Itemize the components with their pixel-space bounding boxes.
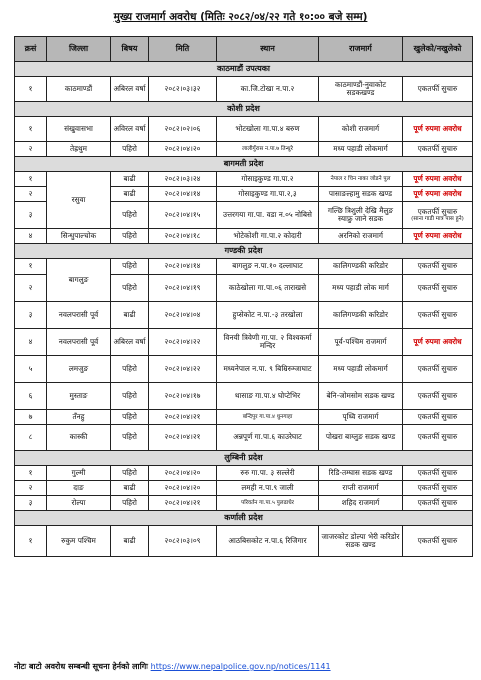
col-header-highway: राजमार्ग xyxy=(319,37,403,62)
cell-highway: शहिद राजमार्ग xyxy=(319,496,403,511)
cell-highway: मध्य पहाडी लोक मार्ग xyxy=(319,275,403,302)
cell-sn: २ xyxy=(15,187,47,202)
cell-place: बन्दिपुर गा.पा.४ धुनगाहा xyxy=(217,410,319,425)
table-row xyxy=(15,142,473,157)
cell-highway: कोशी राजमार्ग xyxy=(319,117,403,142)
table-row xyxy=(15,526,473,557)
cell-highway: पोखरा बाग्लुङ सडक खण्ड xyxy=(319,425,403,451)
cell-subject: पहिरो xyxy=(111,425,149,451)
cell-subject: पहिरो xyxy=(111,356,149,383)
cell-highway: कालिगण्डकी करिडोर xyxy=(319,259,403,275)
highway-blockage-table xyxy=(14,36,473,557)
cell-status: एकतर्फी सुचारु xyxy=(403,410,473,425)
table-row xyxy=(15,172,473,187)
cell-subject: बाढी xyxy=(111,481,149,496)
cell-sn: ६ xyxy=(15,383,47,410)
region-row xyxy=(15,511,473,526)
cell-status: एकतर्फी सुचारु xyxy=(403,142,473,157)
region-name: गण्डकी प्रदेश xyxy=(15,244,473,259)
region-name: कोशी प्रदेश xyxy=(15,102,473,117)
region-row xyxy=(15,102,473,117)
cell-status: एकतर्फी सुचारु xyxy=(403,356,473,383)
cell-place: परिवर्तन गा.पा.५ पुलढाधेर xyxy=(217,496,319,511)
cell-sn: ५ xyxy=(15,356,47,383)
cell-subject: बाढी xyxy=(111,526,149,557)
note-label: नोटः बाटो अवरोध सम्बन्धी सूचना हेर्नको लागिः xyxy=(14,662,148,671)
cell-status: एकतर्फी सुचारु xyxy=(403,526,473,557)
cell-highway: राप्ती राजमार्ग xyxy=(319,481,403,496)
table-row xyxy=(15,356,473,383)
cell-date: २०८२।०४।२२ xyxy=(149,356,217,383)
cell-place: लालीगुँरास न.पा.७ तिन्धुरे xyxy=(217,142,319,157)
cell-date: २०८२।०४।१८ xyxy=(149,229,217,244)
table-row xyxy=(15,496,473,511)
cell-date: २०८२।०३।०९ xyxy=(149,526,217,557)
cell-date: २०८२।०४।१७ xyxy=(149,383,217,410)
cell-subject: पहिरो xyxy=(111,466,149,481)
cell-date: २०८२।०४।२० xyxy=(149,142,217,157)
cell-date: २०८२।०४।२२ xyxy=(149,329,217,356)
cell-district: तेह्रथुम xyxy=(47,142,111,157)
cell-date: २०८२।०२।०६ xyxy=(149,117,217,142)
cell-date: २०८२।०४।१९ xyxy=(149,275,217,302)
col-header-status: खुलेको/नखुलेको xyxy=(403,37,473,62)
table-row xyxy=(15,425,473,451)
cell-place: हुप्सेकोट न.पा.-३ तरखोला xyxy=(217,302,319,329)
cell-sn: ४ xyxy=(15,329,47,356)
cell-sn: ३ xyxy=(15,302,47,329)
region-row xyxy=(15,451,473,466)
col-header-district: जिल्ला xyxy=(47,37,111,62)
cell-highway: पासाङल्हामु सडक खण्ड xyxy=(319,187,403,202)
cell-sn: ८ xyxy=(15,425,47,451)
cell-subject: अविरल वर्षा xyxy=(111,117,149,142)
table-row xyxy=(15,466,473,481)
page-title: मुख्य राजमार्ग अवरोध (मितिः २०८२/०४/२२ गते १०:०० बजे सम्म) xyxy=(113,11,368,23)
region-row xyxy=(15,62,473,77)
cell-subject: बाढी xyxy=(111,302,149,329)
table-row xyxy=(15,77,473,102)
cell-district: तँनहु xyxy=(47,410,111,425)
col-header-place: स्थान xyxy=(217,37,319,62)
region-name: काठमाडौं उपत्यका xyxy=(15,62,473,77)
cell-highway: जाजरकोट डोल्पा भेरी करिडोर सडक खण्ड xyxy=(319,526,403,557)
cell-date: २०८२।०४।०४ xyxy=(149,302,217,329)
cell-place: अन्नपूर्ण गा.पा.६ काउरेघाट xyxy=(217,425,319,451)
status-note: (साना गाडी मात्र पास हुने) xyxy=(411,215,464,222)
cell-subject: पहिरो xyxy=(111,383,149,410)
cell-status xyxy=(403,202,473,229)
col-header-date: मिति xyxy=(149,37,217,62)
cell-district: रोल्पा xyxy=(47,496,111,511)
cell-place: रुरु गा.पा. ३ सल्लेरी xyxy=(217,466,319,481)
notice-link[interactable]: https://www.nepalpolice.gov.np/notices/1141 xyxy=(150,662,331,671)
cell-date: २०८२।०४।२० xyxy=(149,466,217,481)
cell-place: उत्तरगया गा.पा. वडा न.०५ नोबिसे xyxy=(217,202,319,229)
region-name: लुम्बिनी प्रदेश xyxy=(15,451,473,466)
cell-sn: २ xyxy=(15,481,47,496)
region-row xyxy=(15,157,473,172)
cell-status: एकतर्फी सुचारु xyxy=(403,275,473,302)
region-row xyxy=(15,244,473,259)
col-header-subject: बिषय xyxy=(111,37,149,62)
region-name: बागमती प्रदेश xyxy=(15,157,473,172)
cell-place: का.जि.टोखा न.पा.२ xyxy=(217,77,319,102)
cell-subject: पहिरो xyxy=(111,496,149,511)
cell-status: पूर्ण रुपमा अवरोध xyxy=(403,329,473,356)
cell-status: एकतर्फी सुचारु xyxy=(403,77,473,102)
cell-date: २०८२।०३।२४ xyxy=(149,172,217,187)
cell-status: पूर्ण रुपमा अवरोध xyxy=(403,117,473,142)
cell-sn: ३ xyxy=(15,202,47,229)
cell-status: एकतर्फी सुचारु xyxy=(403,383,473,410)
cell-district: मुस्ताङ xyxy=(47,383,111,410)
cell-status: एकतर्फी सुचारु xyxy=(403,425,473,451)
cell-highway: मध्य पहाडी लोकमार्ग xyxy=(319,356,403,383)
cell-highway: बेनि-जोमसोम सडक खण्ड xyxy=(319,383,403,410)
table-row xyxy=(15,481,473,496)
cell-subject: पहिरो xyxy=(111,229,149,244)
cell-place: विनयी त्रिवेणी गा.पा. २ विश्वकर्मा मन्दिर xyxy=(217,329,319,356)
cell-highway: नेपाल र चिन नाका जोडने पुल xyxy=(319,172,403,187)
cell-place: भोटेकोशी गा.पा.२ कोदारी xyxy=(217,229,319,244)
cell-sn: १ xyxy=(15,259,47,275)
cell-district: गुल्मी xyxy=(47,466,111,481)
cell-place: भोटखोला गा.पा.४ बरुण xyxy=(217,117,319,142)
cell-sn: १ xyxy=(15,526,47,557)
cell-status: एकतर्फी सुचारु xyxy=(403,302,473,329)
cell-place: थासाङ गा.पा.४ घोप्टेभिर xyxy=(217,383,319,410)
cell-place: गोसाइकुण्ड गा.पा.२ xyxy=(217,172,319,187)
cell-status: पूर्ण रुपमा अवरोध xyxy=(403,187,473,202)
cell-district: लमजुङ xyxy=(47,356,111,383)
cell-subject: पहिरो xyxy=(111,275,149,302)
cell-subject: अबिरल वर्षा xyxy=(111,329,149,356)
cell-subject: पहिरो xyxy=(111,142,149,157)
cell-date: २०८२।०४।२१ xyxy=(149,496,217,511)
cell-sn: २ xyxy=(15,142,47,157)
status-text: एकतर्फी सुचारु xyxy=(417,206,458,216)
cell-status: एकतर्फी सुचारु xyxy=(403,481,473,496)
table-header-row xyxy=(15,37,473,62)
cell-status: एकतर्फी सुचारु xyxy=(403,466,473,481)
cell-highway: अरनिको राजमार्ग xyxy=(319,229,403,244)
cell-district: नवलपरासी पूर्व xyxy=(47,302,111,329)
cell-status: पूर्ण रुपमा अवरोध xyxy=(403,172,473,187)
cell-sn: १ xyxy=(15,117,47,142)
cell-subject: पहिरो xyxy=(111,259,149,275)
cell-place: मध्यनेपाल न.पा. ९ बिम्रिरुम्जाघाट xyxy=(217,356,319,383)
cell-highway: रिडि-तम्घास सडक खण्ड xyxy=(319,466,403,481)
cell-sn: १ xyxy=(15,466,47,481)
cell-sn: ७ xyxy=(15,410,47,425)
cell-place: आठबिसकोट न.पा.६ रिजिगार xyxy=(217,526,319,557)
cell-subject: पहिरो xyxy=(111,202,149,229)
cell-district: कास्की xyxy=(47,425,111,451)
table-row xyxy=(15,302,473,329)
cell-district: सिन्धुपाल्चोक xyxy=(47,229,111,244)
col-header-sn: क्रसं xyxy=(15,37,47,62)
cell-district: रसुवा xyxy=(47,172,111,229)
cell-status: एकतर्फी सुचारु xyxy=(403,496,473,511)
cell-sn: १ xyxy=(15,77,47,102)
cell-sn: ४ xyxy=(15,229,47,244)
cell-place: गोसाइकुण्ड गा.पा.२,३ xyxy=(217,187,319,202)
table-row xyxy=(15,410,473,425)
cell-place: बागलुङ न.पा.१० दल्लाघाट xyxy=(217,259,319,275)
table-row xyxy=(15,259,473,275)
cell-sn: १ xyxy=(15,172,47,187)
region-name: कर्णाली प्रदेश xyxy=(15,511,473,526)
cell-status: एकतर्फी सुचारु xyxy=(403,259,473,275)
cell-highway: पृथ्वि राजमार्ग xyxy=(319,410,403,425)
cell-date: २०८२।०३।३२ xyxy=(149,77,217,102)
table-row xyxy=(15,117,473,142)
cell-subject: पहिरो xyxy=(111,410,149,425)
table-row xyxy=(15,383,473,410)
cell-district: काठमाण्डौं xyxy=(47,77,111,102)
cell-date: २०८२।०४।१५ xyxy=(149,202,217,229)
cell-district: रुकुम पश्चिम xyxy=(47,526,111,557)
cell-district: संखुवासभा xyxy=(47,117,111,142)
cell-subject: बाढी xyxy=(111,172,149,187)
cell-highway: काठमाण्डौं-नुवाकोट सडकखण्ड xyxy=(319,77,403,102)
cell-district: नवलपरासी पूर्व xyxy=(47,329,111,356)
table-body xyxy=(15,62,473,557)
cell-date: २०८२।०४।२१ xyxy=(149,410,217,425)
cell-highway: मध्य पहाडी लोकमार्ग xyxy=(319,142,403,157)
cell-status: पूर्ण रुपमा अवरोध xyxy=(403,229,473,244)
cell-district: दाङ xyxy=(47,481,111,496)
footer-note xyxy=(14,661,474,672)
cell-highway: कालिगण्डकी करिडोर xyxy=(319,302,403,329)
cell-highway: पूर्व-पश्चिम राजमार्ग xyxy=(319,329,403,356)
cell-subject: अबिरल वर्षा xyxy=(111,77,149,102)
cell-date: २०८२।०४।१४ xyxy=(149,187,217,202)
cell-subject: बाढी xyxy=(111,187,149,202)
cell-sn: ३ xyxy=(15,496,47,511)
cell-date: २०८२।०४।२१ xyxy=(149,425,217,451)
table-row xyxy=(15,229,473,244)
cell-place: लमही न.पा.९ जाली xyxy=(217,481,319,496)
cell-date: २०८२।०४।२० xyxy=(149,481,217,496)
cell-highway: गल्छि त्रिशुली देखि मैलुङ स्याफ्रु जाने सडक xyxy=(319,202,403,229)
table-row xyxy=(15,329,473,356)
cell-sn: २ xyxy=(15,275,47,302)
cell-place: काठेखोला गा.पा.०६ ताराखसे xyxy=(217,275,319,302)
cell-district: बागलुङ xyxy=(47,259,111,302)
cell-date: २०८२।०४।१४ xyxy=(149,259,217,275)
